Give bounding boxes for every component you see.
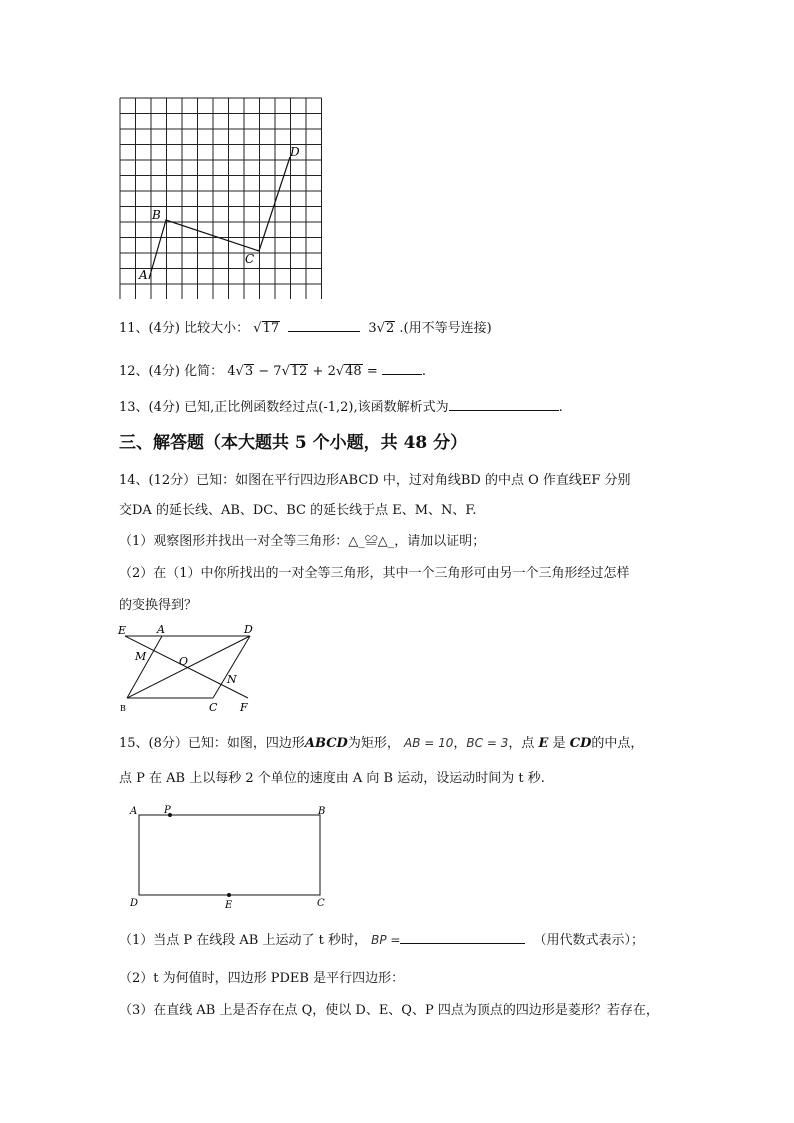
q15-cd: CD <box>569 736 592 751</box>
q12-period: . <box>421 364 426 379</box>
q15-text: 的中点， <box>591 736 644 751</box>
fig15-label-e: E <box>225 900 233 911</box>
q15-part1 <box>119 929 644 948</box>
q15-part1-note: （用代数式表示）； <box>533 933 644 948</box>
q15-e: E <box>538 736 549 751</box>
q13-number: 13、(4分) <box>119 400 180 415</box>
q12-equals: = <box>362 364 382 379</box>
q11-number: 11、(4分) <box>119 321 180 336</box>
question-12 <box>119 360 426 379</box>
grid-figure <box>119 97 322 299</box>
rectangle-abcd <box>139 815 320 895</box>
fig14-label-a: A <box>157 623 165 636</box>
fig15-label-b: B <box>318 806 326 817</box>
q14-part1: （1）观察图形并找出一对全等三角形：△_≌△_，请加以证明； <box>119 534 486 549</box>
q15-text: 为矩形， <box>347 736 400 751</box>
question-11 <box>119 317 492 336</box>
q13-answer-blank[interactable] <box>449 397 559 411</box>
fig14-label-b: B <box>120 704 126 713</box>
fig14-label-c: C <box>209 701 218 714</box>
q15-line1 <box>119 732 643 751</box>
q15-bp-blank[interactable] <box>400 930 525 944</box>
fig14-label-o: O <box>179 655 189 668</box>
fig15-label-d: D <box>130 898 139 909</box>
rectangle-figure <box>125 800 335 915</box>
q15-part3: （3）在直线 AB 上是否存在点 Q，使以 D、E、Q、P 四点为顶点的四边形是菱形？若存在， <box>119 1003 659 1018</box>
fig14-label-d: D <box>244 623 253 636</box>
q14-line2: 交DA 的延长线、AB、DC、BC 的延长线于点 E、M、N、F. <box>119 503 477 518</box>
fig14-label-m: M <box>135 650 147 663</box>
q15-text: ，点 <box>508 736 535 751</box>
fig15-label-c: C <box>317 898 325 909</box>
q13-period: . <box>558 400 563 415</box>
label-b: B <box>152 208 161 222</box>
q13-text: 已知,正比例函数经过点(-1,2),该函数解析式为 <box>184 400 449 415</box>
q11-coef: 3 <box>368 321 377 336</box>
q12-radical: √3 <box>235 364 254 379</box>
q15-line2: 点 P 在 AB 上以每秒 2 个单位的速度由 A 向 B 运动，设运动时间为 t 秒. <box>119 771 545 786</box>
q15-part2: （2）t 为何值时，四边形 PDEB 是平行四边形： <box>119 971 405 986</box>
q12-text: 化简： <box>184 364 224 379</box>
point-e <box>227 893 231 897</box>
q15-text: 15、(8分）已知：如图，四边形 <box>119 736 305 751</box>
q15-ab-eq: AB = 10 <box>403 736 454 750</box>
label-c: C <box>245 252 255 266</box>
q15-part1-text: （1）当点 P 在线段 AB 上运动了 t 秒时， <box>119 933 367 948</box>
q12-radical: √12 <box>281 364 308 379</box>
q11-sqrt17: √17 <box>253 321 280 336</box>
q12-term: − 7 <box>254 364 282 379</box>
fig15-label-p: P <box>164 805 171 816</box>
q11-sqrt2: √2 <box>376 321 395 336</box>
q15-comma: ， <box>453 736 467 751</box>
q14-part2b: 的变换得到？ <box>119 598 198 613</box>
q11-note: .(用不等号连接) <box>399 321 492 336</box>
fig14-label-n: N <box>227 673 237 686</box>
q15-bc-eq: BC = 3 <box>466 736 509 750</box>
q14-line1: 14、(12分）已知：如图在平行四边形ABCD 中，过对角线BD 的中点 O 作直线EF 分别 <box>119 473 631 488</box>
fig15-label-a: A <box>130 806 138 817</box>
parallelogram-figure <box>116 620 266 715</box>
label-a: A <box>139 268 148 282</box>
q15-abcd: ABCD <box>304 736 348 751</box>
q15-text: 是 <box>552 736 566 751</box>
q12-number: 12、(4分) <box>119 364 180 379</box>
fig14-label-e: E <box>118 624 127 637</box>
q11-text: 比较大小： <box>184 321 250 336</box>
label-d: D <box>290 145 300 159</box>
q15-bp: BP = <box>371 933 401 947</box>
fig14-label-f: F <box>240 701 248 714</box>
q11-answer-blank[interactable] <box>288 318 360 332</box>
q14-part2a: （2）在（1）中你所找出的一对全等三角形，其中一个三角形可由另一个三角形经过怎样 <box>119 566 630 581</box>
q12-radical: √48 <box>335 364 362 379</box>
section-3-title: 三、解答题（本大题共 5 个小题，共 48 分） <box>119 433 468 453</box>
q12-term: 4 <box>227 364 236 379</box>
q12-answer-blank[interactable] <box>382 361 422 375</box>
q12-term: + 2 <box>308 364 336 379</box>
question-13 <box>119 396 563 415</box>
